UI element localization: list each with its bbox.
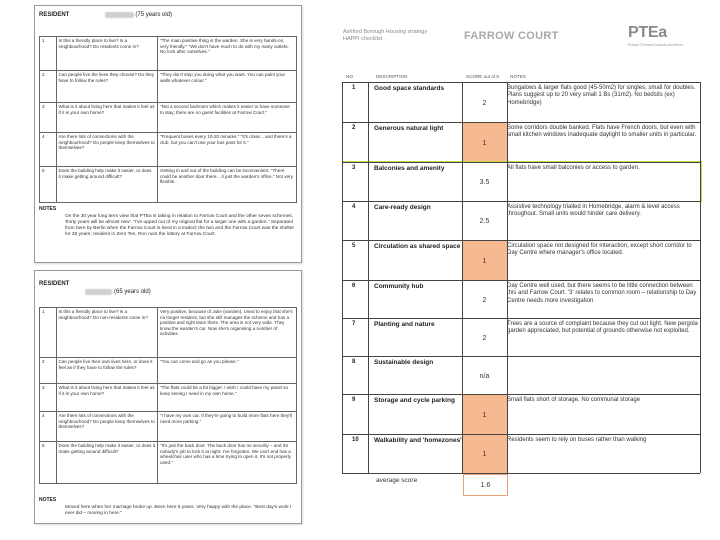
- interview-table-top: [39, 36, 297, 203]
- row-number: 4: [352, 204, 356, 210]
- average-score-value: 1.6: [463, 474, 508, 496]
- row-number: 1: [352, 85, 356, 91]
- row-description: Walkability and 'homezones': [374, 437, 462, 444]
- grid-line: [368, 82, 369, 473]
- grid-line: [342, 473, 700, 474]
- table-row: [40, 358, 297, 384]
- resident-name: Ron Norris: [105, 12, 134, 18]
- answer-text: "They don't stop you doing what you want. You can paint your walls whatever colour.": [157, 71, 296, 103]
- row-notes: Trees are a source of complaint because they cut out light. New pergola garden appreciated, but potential of grounds otherwise not exploited.: [507, 321, 698, 335]
- resident-label: RESIDENT: [39, 281, 70, 287]
- question-number: 2: [40, 71, 57, 103]
- answer-text: Very positive, because of Julie (warden). Used to enjoy that she's no longer resident, but she still manages the scheme and has a positive and right team there. The area is not very wide. They know the warden's car. Now she's organising a number of activities.: [158, 308, 297, 358]
- answer-text: Getting in and out of the building can be inconvenient. "There could be another door there... it just the warden's office." Not very flexible.: [157, 167, 296, 203]
- table-row: [40, 37, 297, 71]
- table-row: [40, 384, 297, 412]
- resident-name-line: [85, 289, 151, 295]
- row-description: Community hub: [374, 283, 424, 290]
- question-text: Are there lots of connections with the neighbourhood? Do people keep themselves to themselves?: [56, 133, 157, 167]
- row-score: 1: [462, 435, 507, 474]
- notes-text: On the 30 year long term view that PTEa is taking in relation to Farrow Court and the other seven schemes: 'thirty years will be almost new'. "I've upped out of my original flat for a larger one with a garden." Separated from here by Berlin when the Farrow Court is lived in a traded; the two and the Farrow Court was the shelter for 35 years; resident in Zero Ten. Ron runs the lottery at Farrow Court.: [65, 214, 295, 237]
- checklist-row: [342, 434, 700, 474]
- resident-form-bottom: [34, 270, 302, 524]
- table-row: [40, 308, 297, 358]
- checklist-row: [342, 201, 700, 241]
- notes-label: NOTES: [39, 497, 57, 503]
- col-header-score: SCORE out of 5: [466, 74, 499, 79]
- grid-line: [462, 82, 463, 473]
- answer-text: "Not a second bedroom which makes it easier to have someone to stay; there are no guest facilities at Farrow Court.": [157, 103, 296, 133]
- row-number: 6: [352, 283, 356, 289]
- grid-line: [700, 82, 701, 473]
- question-text: Can people live the lives they choose? Do they have to follow the rules?: [56, 71, 157, 103]
- resident-name: Gill Brown: [85, 289, 113, 295]
- notes-label: NOTES: [39, 206, 57, 212]
- table-row: [40, 133, 297, 167]
- row-score: 1: [462, 395, 507, 435]
- table-row: [40, 103, 297, 133]
- question-text: Are there lots of connections with the neighbourhood? Do people keep themselves to themselves?: [56, 412, 158, 442]
- resident-name-line: [105, 12, 172, 18]
- col-header-no: NO: [346, 74, 353, 79]
- row-description: Good space standards: [374, 85, 445, 92]
- col-header-notes: NOTES: [510, 74, 526, 79]
- row-description: Planting and nature: [374, 321, 435, 328]
- highlight-box: [342, 161, 702, 202]
- resident-age: (75 years old): [135, 12, 173, 18]
- question-number: 4: [40, 412, 57, 442]
- row-notes: Bungalows & larger flats good (45-50m2) for singles, small for doubles. Plans suggest up to 20 very small 1 Bs (31m2). No bedsits (ex) Homebridge): [507, 85, 696, 106]
- row-number: 7: [352, 321, 356, 327]
- header-line-2: HAPPI checklist: [343, 36, 383, 42]
- row-score: 2: [482, 296, 487, 304]
- question-text: Is this a friendly place to live? Is a neighbourhood? Do residents come in?: [56, 37, 157, 71]
- question-text: Is this a friendly place to live? Is a neighbourhood? Do non-residents come in?: [56, 308, 158, 358]
- average-score-label: average score: [376, 477, 418, 484]
- row-score: 2: [482, 99, 487, 107]
- row-description: Circulation as shared space: [374, 243, 461, 250]
- header-line-1: Ashford Borough Housing strategy: [343, 29, 428, 35]
- row-score: 3.5: [479, 179, 490, 186]
- row-score: 2.5: [479, 218, 490, 225]
- question-text: Does the building help make it easier, or does it make getting around difficult?: [56, 442, 158, 484]
- row-notes: Residents seem to rely on buses rather than walking: [507, 437, 647, 443]
- row-description: Sustainable design: [374, 359, 434, 366]
- row-description: Balconies and amenity: [374, 165, 445, 172]
- question-number: 2: [40, 358, 57, 384]
- grid-line: [342, 82, 343, 473]
- checklist-row: [342, 394, 700, 435]
- question-number: 3: [40, 103, 57, 133]
- table-row: [40, 412, 297, 442]
- resident-label: RESIDENT: [39, 12, 70, 18]
- answer-text: "The flats could be a bit bigger. I wish I could have my panel so keep seeing I need in my own home.": [158, 384, 297, 412]
- row-score: 1: [462, 241, 507, 281]
- table-row: [40, 167, 297, 203]
- answer-text: "The main positive thing is the warden. She is very hands-on, very friendly." "We don't have much to do with my many outlets. No lock after ourselves.": [157, 37, 296, 71]
- checklist-row: [342, 240, 700, 281]
- table-row: [40, 71, 297, 103]
- checklist-row: [342, 280, 700, 319]
- row-number: 10: [352, 437, 359, 443]
- row-description: Storage and cycle parking: [374, 397, 455, 404]
- row-score: 2: [482, 334, 487, 342]
- page-title: FARROW COURT: [464, 30, 559, 42]
- question-number: 4: [40, 133, 57, 167]
- row-number: 5: [352, 243, 356, 249]
- answer-text: "Frequent buses every 10-20 minutes." "It's close... and there's a club, but you can't use your bus pass for it.": [157, 133, 296, 167]
- question-text: What is it about living here that makes it feel as if it is your own home?: [56, 103, 157, 133]
- question-number: 5: [40, 442, 57, 484]
- row-number: 2: [352, 125, 356, 131]
- row-notes: Some corridors double banked. Flats have French doors, but even with small kitchen windows inadequate daylight to smaller units in particular.: [507, 125, 697, 139]
- answer-text: "It's just the back door. The back door has no security – and it's nobody's job to lock it at night. I've forgotten. We can't end has a wheelchair user who has a time trying to open it. It's not properly used.": [158, 442, 297, 484]
- question-number: 1: [40, 37, 57, 71]
- notes-text: Moved here when her marriage broke up. Been here 5 years. Very happy with the place. "Best day's work I ever did – moving in here.": [65, 505, 292, 516]
- table-row: [40, 442, 297, 484]
- row-notes: All flats have small balconies or access to garden.: [507, 165, 640, 171]
- row-description: Generous natural light: [374, 125, 444, 132]
- checklist-row: [342, 122, 700, 163]
- row-notes: Assistive technology trialled in Homebridge, alarm & level access throughout. Small units would hinder care delivery.: [507, 204, 680, 218]
- answer-text: "You can come and go as you please.": [158, 358, 297, 384]
- row-notes: Circulation space not designed for interaction, except short corridor to Day Centre where manager's office located.: [507, 243, 692, 257]
- row-score: n/a: [479, 372, 490, 380]
- row-number: 9: [352, 397, 356, 403]
- ptea-logo: PTEa: [628, 24, 667, 41]
- question-number: 3: [40, 384, 57, 412]
- grid-line: [507, 82, 508, 473]
- col-header-description: DESCRIPTION: [376, 74, 408, 79]
- question-text: What is it about living here that makes it feel as if it is your own home?: [56, 384, 158, 412]
- question-text: Does the building help make it easier, or does it make getting around difficult?: [56, 167, 157, 203]
- checklist-row: [342, 356, 700, 395]
- answer-text: "I have my own car. If they're going to build more flats here they'll need more parking.": [158, 412, 297, 442]
- row-score: 1: [462, 123, 507, 163]
- row-number: 8: [352, 359, 356, 365]
- ptea-logo-sub: Pollard Thomas Edwards architects: [628, 43, 683, 47]
- interview-table-bottom: [39, 307, 297, 484]
- resident-age: (65 years old): [114, 289, 151, 295]
- checklist-row: [342, 82, 700, 123]
- row-notes: Small flats short of storage. No communal storage: [507, 397, 641, 403]
- question-number: 1: [40, 308, 57, 358]
- question-text: Can people live their own lives here, or does it feel as if they have to follow the rules?: [56, 358, 158, 384]
- row-description: Care-ready design: [374, 204, 431, 211]
- question-number: 5: [40, 167, 57, 203]
- resident-form-top: [34, 5, 302, 263]
- row-number: 3: [352, 165, 356, 171]
- row-notes: Day Centre well used, but there seems to be little connection between this and Farrow Court. '3' relates to common room – relationship to Day Centre needs more investigation: [507, 283, 697, 304]
- checklist-row: [342, 318, 700, 357]
